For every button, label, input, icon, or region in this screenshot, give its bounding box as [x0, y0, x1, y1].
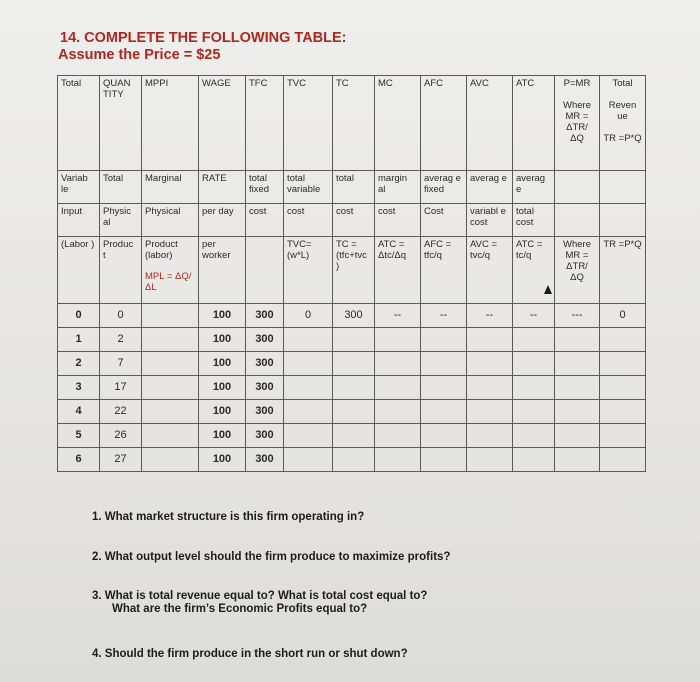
table-cell[interactable]: [513, 376, 555, 400]
header-cell: per day: [199, 204, 246, 237]
table-cell[interactable]: 300: [246, 304, 284, 328]
header-row: [58, 204, 646, 237]
table-cell[interactable]: 17: [100, 376, 142, 400]
table-cell[interactable]: [142, 448, 199, 472]
table-cell[interactable]: 300: [246, 376, 284, 400]
header-row: [58, 171, 646, 204]
table-cell[interactable]: --: [375, 304, 421, 328]
table-cell[interactable]: [467, 352, 513, 376]
table-cell[interactable]: [555, 424, 600, 448]
table-cell[interactable]: [600, 352, 646, 376]
table-cell[interactable]: [333, 400, 375, 424]
table-cell[interactable]: 6: [58, 448, 100, 472]
table-cell[interactable]: 27: [100, 448, 142, 472]
header-cell: P=MR Where MR = ΔTR/ ΔQ: [555, 76, 600, 171]
table-cell[interactable]: [421, 400, 467, 424]
table-cell[interactable]: [467, 400, 513, 424]
table-cell[interactable]: 300: [246, 328, 284, 352]
table-row: [58, 424, 646, 448]
header-cell: [246, 237, 284, 304]
table-cell[interactable]: [513, 328, 555, 352]
header-cell: Physic al: [100, 204, 142, 237]
header-cell: Physical: [142, 204, 199, 237]
table-cell[interactable]: [555, 352, 600, 376]
header-cell: Where MR = ΔTR/ ΔQ: [555, 237, 600, 304]
header-cell: MPPI: [142, 76, 199, 171]
table-cell[interactable]: [333, 448, 375, 472]
header-cell: AVC: [467, 76, 513, 171]
table-row: [58, 376, 646, 400]
table-cell[interactable]: [333, 328, 375, 352]
header-cell: AVC = tvc/q: [467, 237, 513, 304]
table-cell[interactable]: 0: [100, 304, 142, 328]
table-row: [58, 304, 646, 328]
table-cell[interactable]: [284, 352, 333, 376]
price-assumption: Assume the Price = $25: [58, 47, 221, 63]
table-cell[interactable]: [555, 448, 600, 472]
table-cell[interactable]: [142, 328, 199, 352]
header-cell: total fixed: [246, 171, 284, 204]
table-cell[interactable]: [421, 376, 467, 400]
table-cell[interactable]: [513, 352, 555, 376]
header-row: [58, 76, 646, 171]
table-cell[interactable]: --: [513, 304, 555, 328]
table-cell[interactable]: 300: [246, 448, 284, 472]
header-cell: AFC: [421, 76, 467, 171]
header-cell: total cost: [513, 204, 555, 237]
question-1: 1. What market structure is this firm operating in?: [92, 511, 365, 523]
header-cell: averag e: [467, 171, 513, 204]
table-cell[interactable]: --: [421, 304, 467, 328]
table-cell[interactable]: [142, 400, 199, 424]
table-cell[interactable]: 4: [58, 400, 100, 424]
header-cell: ATC = tc/q: [513, 237, 555, 304]
table-cell[interactable]: [555, 376, 600, 400]
question-3-continued: What are the firm’s Economic Profits equal to?: [112, 603, 368, 615]
header-cell: (Labor ): [58, 237, 100, 304]
table-cell[interactable]: [555, 328, 600, 352]
table-cell[interactable]: 3: [58, 376, 100, 400]
table-cell[interactable]: [375, 448, 421, 472]
table-cell[interactable]: [600, 376, 646, 400]
table-cell[interactable]: [142, 424, 199, 448]
table-cell[interactable]: 0: [284, 304, 333, 328]
table-cell[interactable]: 100: [199, 376, 246, 400]
header-cell: TR =P*Q: [600, 237, 646, 304]
table-cell[interactable]: 100: [199, 352, 246, 376]
table-cell[interactable]: [333, 424, 375, 448]
header-cell: TC: [333, 76, 375, 171]
table-cell[interactable]: 0: [600, 304, 646, 328]
table-cell[interactable]: 300: [246, 352, 284, 376]
worksheet-heading: [58, 30, 347, 64]
header-cell: cost: [375, 204, 421, 237]
table-cell[interactable]: 300: [333, 304, 375, 328]
table-row: [58, 400, 646, 424]
table-cell[interactable]: [467, 424, 513, 448]
table-cell[interactable]: [333, 376, 375, 400]
header-row: [58, 237, 646, 304]
header-cell: variabl e cost: [467, 204, 513, 237]
header-cell: ATC = Δtc/Δq: [375, 237, 421, 304]
header-cell: Marginal: [142, 171, 199, 204]
question-4: 4. Should the firm produce in the short run or shut down?: [92, 648, 408, 660]
table-cell[interactable]: [375, 424, 421, 448]
table-cell[interactable]: 300: [246, 424, 284, 448]
header-cell: Total: [100, 171, 142, 204]
table-cell[interactable]: 1: [58, 328, 100, 352]
cost-table: [57, 75, 646, 472]
header-cell: total variable: [284, 171, 333, 204]
table-cell[interactable]: [421, 424, 467, 448]
table-cell[interactable]: [467, 376, 513, 400]
table-cell[interactable]: --: [467, 304, 513, 328]
table-cell[interactable]: [600, 328, 646, 352]
table-cell[interactable]: 22: [100, 400, 142, 424]
header-cell: Product (labor) MPL = ΔQ/ΔL: [142, 237, 199, 304]
question-2: 2. What output level should the firm produce to maximize profits?: [92, 551, 451, 563]
table-cell[interactable]: [142, 352, 199, 376]
table-cell[interactable]: [142, 376, 199, 400]
table-cell[interactable]: 26: [100, 424, 142, 448]
header-cell: Produc t: [100, 237, 142, 304]
header-cell: QUAN TITY: [100, 76, 142, 171]
header-cell: WAGE: [199, 76, 246, 171]
header-cell: TFC: [246, 76, 284, 171]
table-cell[interactable]: [375, 400, 421, 424]
table-cell[interactable]: 300: [246, 400, 284, 424]
header-cell: Input: [58, 204, 100, 237]
header-cell: cost: [246, 204, 284, 237]
header-cell: RATE: [199, 171, 246, 204]
header-cell: [555, 171, 600, 204]
header-cell: ATC: [513, 76, 555, 171]
header-cell: [555, 204, 600, 237]
table-cell[interactable]: [513, 424, 555, 448]
table-cell[interactable]: [284, 400, 333, 424]
header-cell: cost: [333, 204, 375, 237]
table-cell[interactable]: [421, 328, 467, 352]
header-cell: TVC: [284, 76, 333, 171]
table-cell[interactable]: [333, 352, 375, 376]
header-cell: averag e fixed: [421, 171, 467, 204]
table-cell[interactable]: [555, 400, 600, 424]
header-cell: TC = (tfc+tvc ): [333, 237, 375, 304]
table-cell[interactable]: [467, 448, 513, 472]
header-cell: AFC = tfc/q: [421, 237, 467, 304]
table-cell[interactable]: [375, 376, 421, 400]
header-cell: Total: [58, 76, 100, 171]
table-cell[interactable]: [375, 328, 421, 352]
table-cell[interactable]: 100: [199, 328, 246, 352]
table-cell[interactable]: 100: [199, 424, 246, 448]
table-cell[interactable]: 100: [199, 448, 246, 472]
table-row: [58, 352, 646, 376]
header-cell: averag e: [513, 171, 555, 204]
table-cell[interactable]: [467, 328, 513, 352]
header-cell: [600, 171, 646, 204]
table-cell[interactable]: [284, 448, 333, 472]
table-cell[interactable]: 5: [58, 424, 100, 448]
header-cell: total: [333, 171, 375, 204]
table-cell[interactable]: [513, 448, 555, 472]
table-cell[interactable]: [421, 448, 467, 472]
table-cell[interactable]: 2: [100, 328, 142, 352]
table-cell[interactable]: [284, 328, 333, 352]
table-cell[interactable]: [600, 448, 646, 472]
mp-formula: MPL = ΔQ/ΔL: [145, 271, 192, 293]
table-row: [58, 328, 646, 352]
table-cell[interactable]: [600, 400, 646, 424]
header-cell: MC: [375, 76, 421, 171]
table-cell[interactable]: [284, 424, 333, 448]
mouse-pointer-icon: [544, 285, 552, 294]
table-cell[interactable]: ---: [555, 304, 600, 328]
page-title: 14. COMPLETE THE FOLLOWING TABLE:: [60, 30, 347, 46]
header-cell: per worker: [199, 237, 246, 304]
table-cell[interactable]: 2: [58, 352, 100, 376]
header-cell: TVC= (w*L): [284, 237, 333, 304]
table-cell[interactable]: [284, 376, 333, 400]
table-cell[interactable]: [600, 424, 646, 448]
header-cell: Variab le: [58, 171, 100, 204]
header-cell: [600, 204, 646, 237]
table-cell[interactable]: [375, 352, 421, 376]
table-cell[interactable]: [421, 352, 467, 376]
table-cell[interactable]: 100: [199, 400, 246, 424]
table-cell[interactable]: 100: [199, 304, 246, 328]
table-cell[interactable]: 7: [100, 352, 142, 376]
table-cell[interactable]: [513, 400, 555, 424]
header-cell: Total Reven ue TR =P*Q: [600, 76, 646, 171]
header-cell: cost: [284, 204, 333, 237]
table-cell[interactable]: 0: [58, 304, 100, 328]
header-cell: Cost: [421, 204, 467, 237]
header-cell: margin al: [375, 171, 421, 204]
table-cell[interactable]: [142, 304, 199, 328]
question-3: 3. What is total revenue equal to? What is total cost equal to?: [92, 590, 428, 602]
table-row: [58, 448, 646, 472]
